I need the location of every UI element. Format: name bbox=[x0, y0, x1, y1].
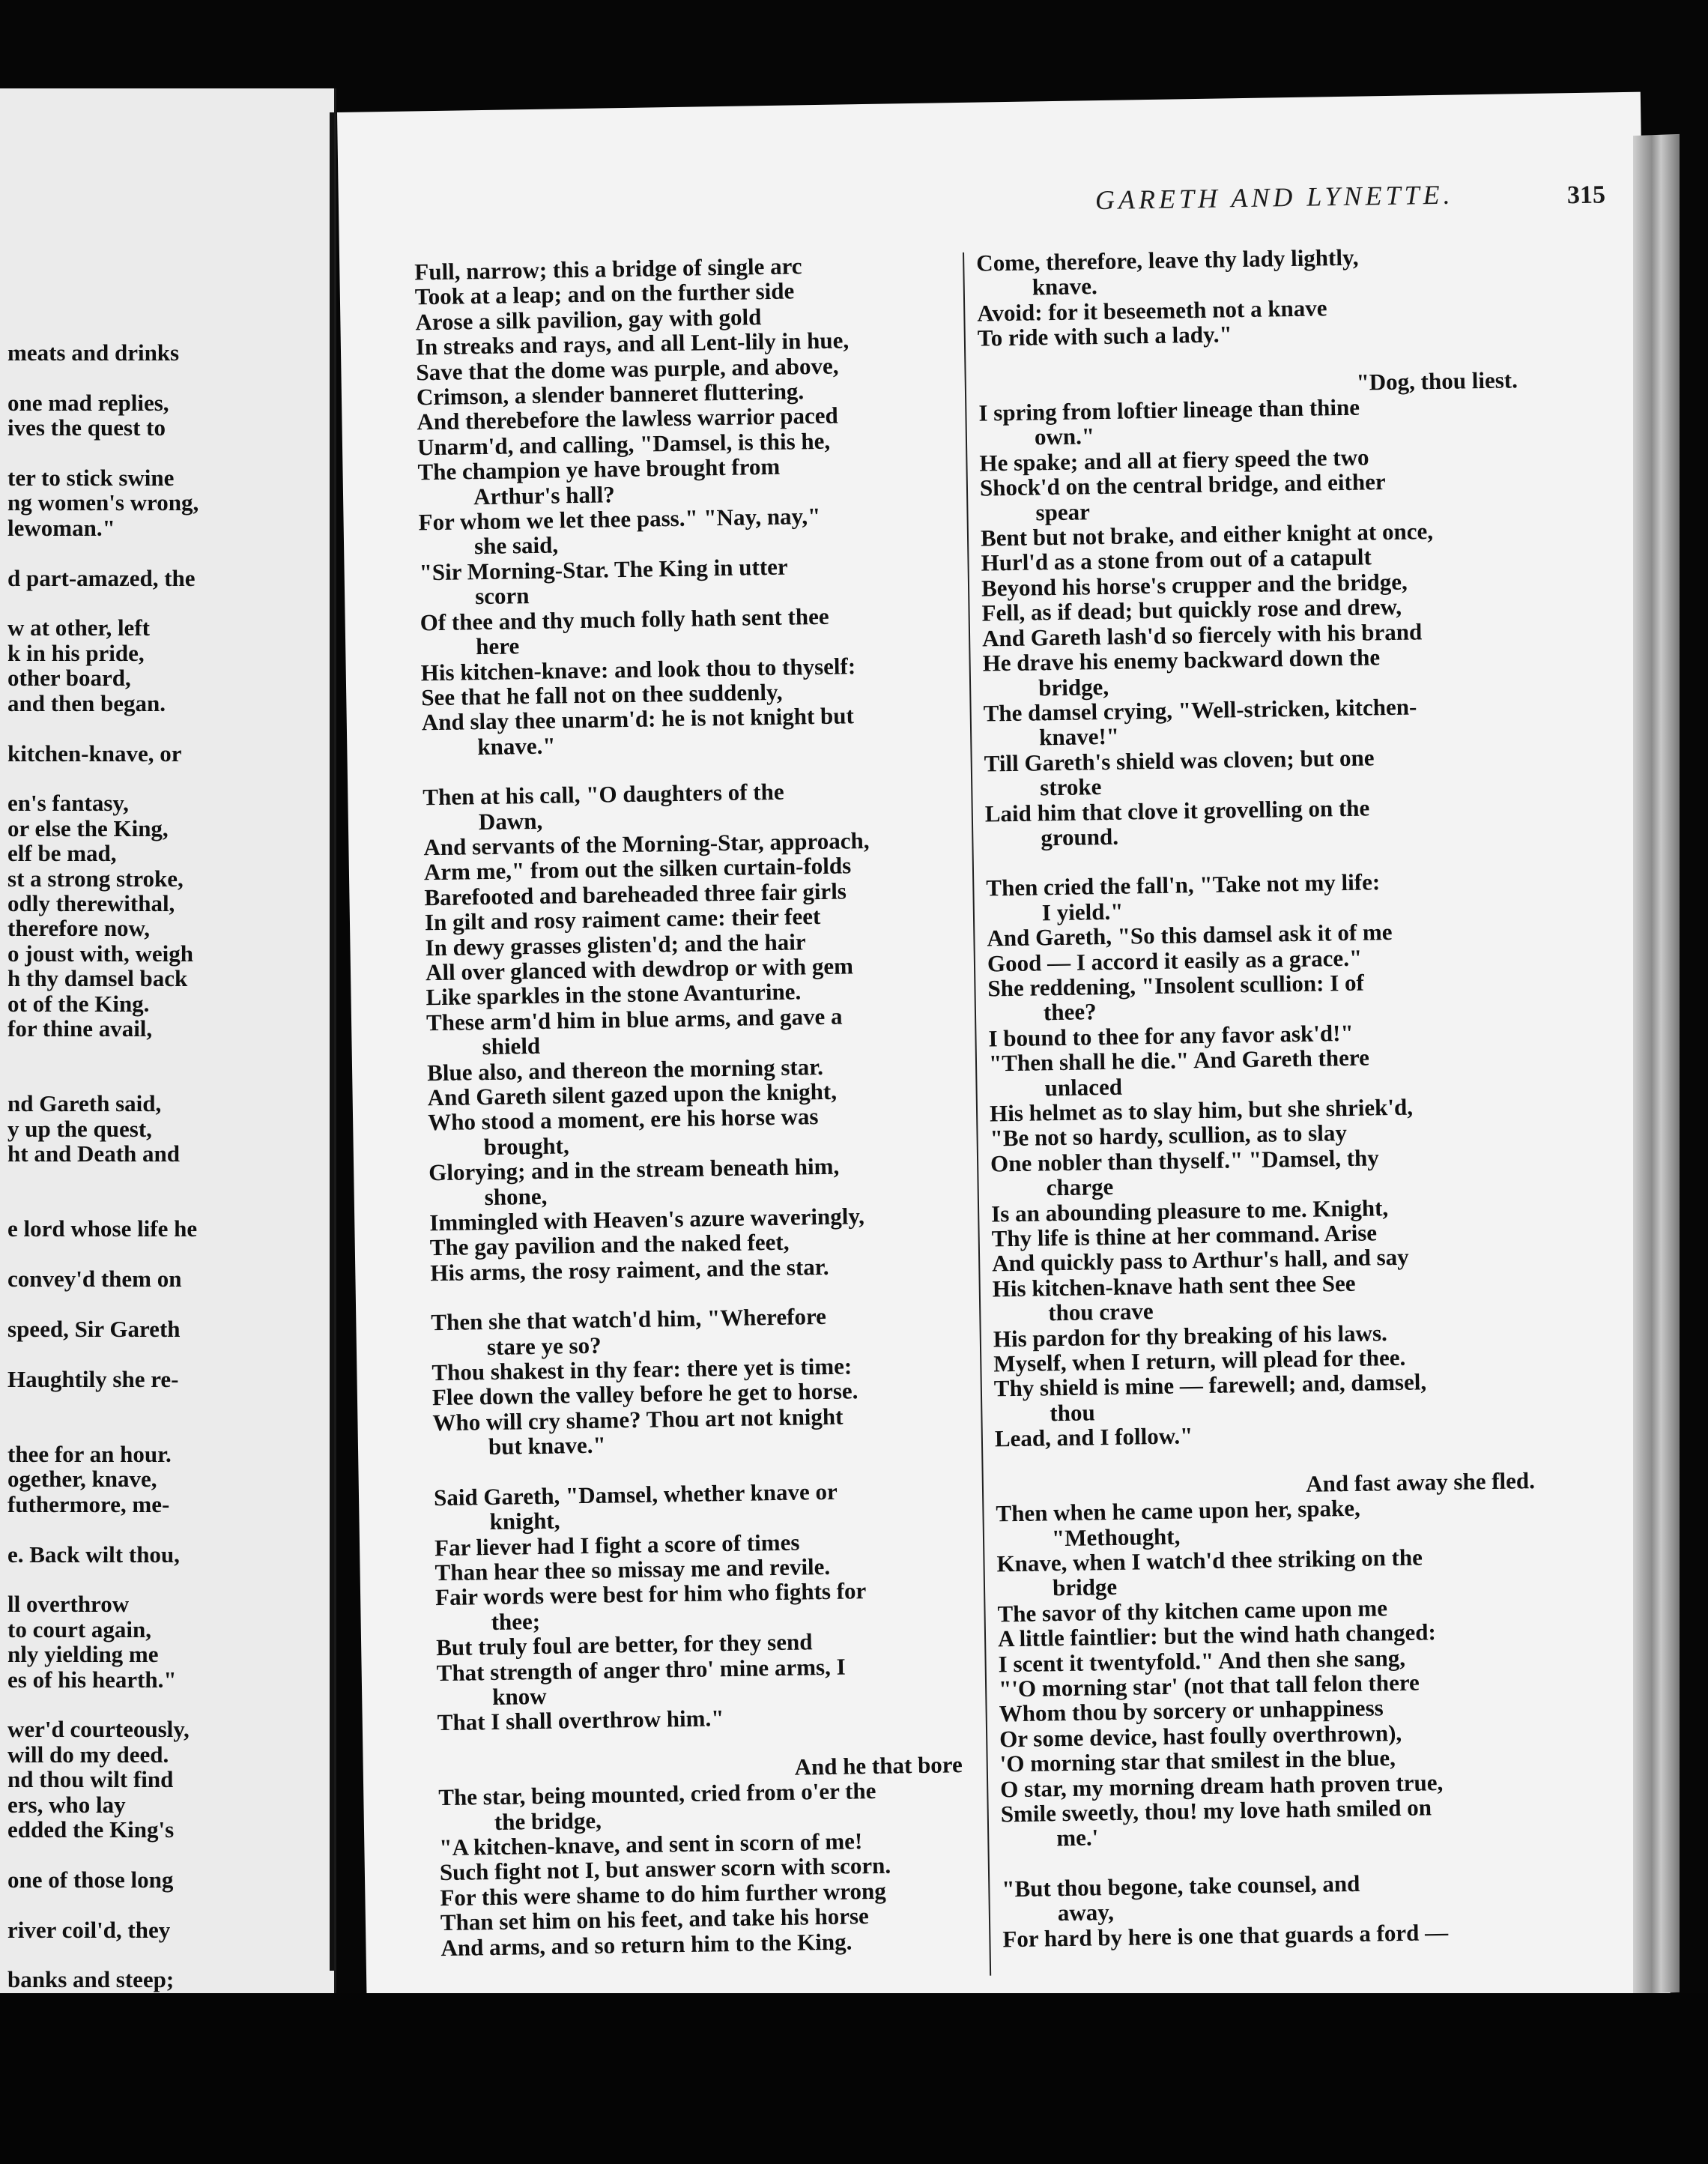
poem-line: I scent it twentyfold." And then she sang, bbox=[998, 1644, 1406, 1677]
fragment-line bbox=[7, 1291, 322, 1316]
fragment-line: odly therewithal, bbox=[7, 889, 175, 916]
fragment-line bbox=[7, 1166, 322, 1191]
poem-line: One nobler than thyself." "Damsel, thy bbox=[990, 1144, 1380, 1177]
poem-line: The star, being mounted, cried from o'er the bbox=[438, 1777, 876, 1811]
poem-line: Such fight not I, but answer scorn with scorn. bbox=[439, 1852, 891, 1886]
poem-line: The champion ye have brought from bbox=[417, 453, 781, 486]
poem-line: knave!" bbox=[1038, 723, 1120, 751]
fragment-line: one mad replies, bbox=[7, 389, 169, 416]
poem-line: The savor of thy kitchen came upon me bbox=[997, 1594, 1388, 1627]
poem-line: In dewy grasses glisten'd; and the hair bbox=[425, 928, 806, 961]
poem-line: Took at a leap; and on the further side bbox=[414, 277, 795, 310]
poem-line: That strength of anger thro' mine arms, I bbox=[436, 1653, 846, 1686]
page-number: 315 bbox=[1566, 181, 1606, 210]
poem-line: But truly foul are better, for they send bbox=[435, 1628, 813, 1661]
poem-line: His kitchen-knave hath sent thee See bbox=[992, 1269, 1356, 1302]
poem-line: Thou shakest in thy fear: there yet is time: bbox=[431, 1352, 853, 1386]
fragment-line: elf be mad, bbox=[7, 840, 117, 867]
poem-line: bridge bbox=[1052, 1574, 1118, 1601]
poem-line: Bent but not brake, and either knight at once, bbox=[980, 518, 1434, 551]
fragment-line bbox=[7, 1066, 322, 1091]
poem-line: know bbox=[491, 1682, 547, 1710]
poem-line: Who will cry shame? Thou art not knight bbox=[432, 1403, 844, 1436]
poem-line: Dawn, bbox=[478, 807, 543, 835]
poem-line: Far liever had I fight a score of times bbox=[434, 1529, 800, 1561]
poem-line: unlaced bbox=[1044, 1073, 1123, 1101]
poem-line: Immingled with Heaven's azure waveringly, bbox=[429, 1203, 865, 1236]
fragment-line: Haughtily she re- bbox=[7, 1365, 179, 1392]
poem-line: See that he fall not on thee suddenly, bbox=[421, 678, 783, 711]
fragment-line bbox=[7, 1191, 322, 1216]
poem-line: Beyond his horse's crupper and the bridge, bbox=[981, 568, 1408, 602]
poem-line: In gilt and rosy raiment came: their feet bbox=[424, 903, 821, 936]
fragment-line: edded the King's bbox=[7, 1816, 175, 1843]
poem-line: Smile sweetly, thou! my love hath smiled on bbox=[1000, 1794, 1432, 1828]
poem-line: And therebefore the lawless warrior paced bbox=[417, 402, 838, 435]
poem-line: here bbox=[475, 632, 520, 660]
poem-line: And slay thee unarm'd: he is not knight but bbox=[421, 702, 855, 736]
poem-line: spear bbox=[1035, 498, 1091, 526]
fragment-line: one of those long bbox=[7, 1866, 174, 1893]
poem-line: 'O morning star that smilest in the blue, bbox=[999, 1744, 1396, 1777]
fragment-line: e. Back wilt thou, bbox=[7, 1541, 180, 1568]
poem-line: In streaks and rays, and all Lent-lily in hue, bbox=[415, 327, 850, 360]
poem-line: Full, narrow; this a bridge of single arc bbox=[414, 253, 802, 285]
poem-line: Of thee and thy much folly hath sent thee bbox=[420, 602, 829, 636]
fragment-line: or else the King, bbox=[7, 814, 169, 841]
poem-line: shield bbox=[482, 1033, 541, 1060]
fragment-line: ives the quest to bbox=[7, 414, 166, 441]
poem-line: A little faintlier: but the wind hath changed: bbox=[997, 1619, 1437, 1652]
book-spine bbox=[330, 112, 334, 1971]
right-page bbox=[337, 92, 1671, 2031]
poem-line: And Gareth, "So this damsel ask it of me bbox=[987, 919, 1393, 952]
poem-line: Flee down the valley before he get to horse. bbox=[431, 1377, 858, 1411]
poem-line: And quickly pass to Arthur's hall, and say bbox=[991, 1244, 1409, 1277]
poem-line: Till Gareth's shield was cloven; but one bbox=[984, 744, 1375, 777]
fragment-line: e lord whose life he bbox=[7, 1215, 198, 1242]
poem-line: Myself, when I return, will plead for thee. bbox=[993, 1344, 1406, 1377]
poem-line: charge bbox=[1046, 1173, 1114, 1201]
poem-line: Barefooted and bareheaded three fair girls bbox=[424, 877, 847, 911]
poem-line: For whom we let thee pass." "Nay, nay," bbox=[418, 502, 821, 536]
fragment-line bbox=[7, 365, 322, 390]
fragment-line: en's fantasy, bbox=[7, 790, 129, 817]
poem-line: "Methought, bbox=[1051, 1523, 1181, 1551]
fragment-line: w at other, left bbox=[7, 614, 150, 641]
poem-line: Or some device, hast foully overthrown), bbox=[999, 1719, 1402, 1753]
fragment-line: ers, who lay bbox=[7, 1791, 126, 1818]
poem-line: Crimson, a slender banneret fluttering. bbox=[416, 378, 805, 411]
poem-line: Arthur's hall? bbox=[473, 480, 615, 510]
fragment-line: to court again, bbox=[7, 1616, 152, 1642]
poem-line: Is an abounding pleasure to me. Knight, bbox=[990, 1194, 1389, 1227]
poem-line: Who stood a moment, ere his horse was bbox=[427, 1103, 819, 1136]
fragment-line: lewoman." bbox=[7, 514, 115, 541]
fragment-line: for thine avail, bbox=[7, 1015, 153, 1042]
poem-line: Than hear thee so missay me and revile. bbox=[434, 1553, 831, 1586]
fragment-line: river coil'd, they bbox=[7, 1916, 171, 1943]
poem-line: bridge, bbox=[1038, 673, 1109, 701]
fragment-line: will do my deed. bbox=[7, 1741, 169, 1768]
poem-line: Knave, when I watch'd thee striking on the bbox=[996, 1544, 1423, 1577]
poem-line: stare ye so? bbox=[486, 1332, 602, 1360]
fragment-line: nd thou wilt find bbox=[7, 1766, 174, 1793]
poem-line: For this were shame to do him further wrong bbox=[440, 1877, 886, 1911]
fragment-line bbox=[7, 716, 322, 740]
scan-border bbox=[0, 1993, 1708, 2164]
running-head: GARETH AND LYNETTE. bbox=[1094, 179, 1454, 216]
fragment-line: thee for an hour. bbox=[7, 1440, 172, 1467]
poem-line: thee? bbox=[1043, 998, 1097, 1026]
fragment-line: speed, Sir Gareth bbox=[7, 1315, 181, 1342]
poem-line: she said, bbox=[473, 531, 559, 560]
poem-line: the bridge, bbox=[494, 1807, 602, 1835]
poem-line: Then at his call, "O daughters of the bbox=[423, 778, 784, 811]
poem-line: knave." bbox=[477, 732, 556, 760]
fragment-line: nd Gareth said, bbox=[7, 1090, 162, 1117]
poem-line: That I shall overthrow him." bbox=[437, 1705, 724, 1736]
poem-line: stroke bbox=[1039, 773, 1102, 801]
fragment-line bbox=[7, 1341, 322, 1366]
poem-line: His helmet as to slay him, but she shriek'd, bbox=[989, 1093, 1414, 1127]
poem-line: knave. bbox=[1032, 273, 1098, 300]
poem-line: brought, bbox=[483, 1132, 569, 1160]
poem-line: His arms, the rosy raiment, and the star. bbox=[430, 1253, 829, 1287]
poem-line: Arm me," from out the silken curtain-folds bbox=[423, 852, 852, 886]
fragment-line bbox=[7, 590, 322, 615]
fragment-line: nly yielding me bbox=[7, 1641, 159, 1668]
fragment-line bbox=[7, 1567, 322, 1592]
poem-line: I spring from loftier lineage than thine bbox=[978, 393, 1360, 426]
poem-line: but knave." bbox=[488, 1431, 607, 1460]
fragment-line: therefore now, bbox=[7, 915, 150, 942]
poem-line: Hurl'd as a stone from out of a catapult bbox=[981, 543, 1372, 577]
fragment-line: banks and steep; bbox=[7, 1966, 175, 1993]
fragment-line bbox=[7, 1416, 322, 1441]
poem-line: thou bbox=[1050, 1399, 1095, 1427]
poem-line: Laid him that clove it grovelling on the bbox=[984, 794, 1370, 827]
text-column-left bbox=[414, 251, 966, 1960]
poem-line: "A kitchen-knave, and sent in scorn of me! bbox=[439, 1828, 863, 1861]
text-column-right bbox=[976, 242, 1542, 1951]
poem-line: Then when he came upon her, spake, bbox=[996, 1494, 1361, 1527]
poem-line: These arm'd him in blue arms, and gave a bbox=[426, 1003, 843, 1036]
fragment-line bbox=[7, 1517, 322, 1541]
poem-line: "'O morning star' (not that tall felon there bbox=[998, 1669, 1420, 1702]
left-page-text-fragment bbox=[7, 340, 322, 1992]
poem-line: away, bbox=[1057, 1899, 1115, 1926]
poem-line: All over glanced with dewdrop or with gem bbox=[425, 952, 854, 986]
fragment-line bbox=[7, 1892, 322, 1917]
poem-line: I yield." bbox=[1041, 898, 1124, 926]
poem-line: His kitchen-knave: and look thou to thyself: bbox=[420, 652, 856, 686]
poem-line: "But thou begone, take counsel, and bbox=[1002, 1870, 1360, 1902]
fragment-line: and then began. bbox=[7, 689, 166, 716]
poem-line: Blue also, and thereon the morning star. bbox=[426, 1053, 824, 1086]
fragment-line: st a strong stroke, bbox=[7, 865, 184, 892]
poem-line: And Gareth lash'd so fiercely with his brand bbox=[981, 618, 1423, 652]
fragment-line: meats and drinks bbox=[7, 339, 180, 366]
poem-line: He spake; and all at fiery speed the two bbox=[979, 444, 1369, 477]
fragment-line bbox=[7, 1242, 322, 1266]
poem-line: knight, bbox=[489, 1507, 560, 1535]
fragment-line bbox=[7, 441, 322, 465]
poem-line: ground. bbox=[1041, 823, 1119, 851]
poem-line: Than set him on his feet, and take his horse bbox=[440, 1902, 870, 1936]
fragment-line: ot of the King. bbox=[7, 990, 150, 1017]
fragment-line bbox=[7, 1942, 322, 1967]
fragment-line: k in his pride, bbox=[7, 639, 145, 666]
poem-line: Whom thou by sorcery or unhappiness bbox=[999, 1694, 1384, 1727]
poem-line: Fell, as if dead; but quickly rose and drew, bbox=[981, 593, 1402, 626]
fragment-line: wer'd courteously, bbox=[7, 1716, 190, 1743]
fragment-line: convey'd them on bbox=[7, 1266, 182, 1293]
fragment-line: h thy damsel back bbox=[7, 965, 188, 992]
poem-line: "Sir Morning-Star. The King in utter bbox=[419, 553, 788, 586]
fragment-line: ng women's wrong, bbox=[7, 489, 199, 516]
fragment-line bbox=[7, 1692, 322, 1717]
poem-line: Then cried the fall'n, "Take not my life: bbox=[986, 868, 1381, 901]
fragment-line bbox=[7, 1391, 322, 1416]
poem-line: Shock'd on the central bridge, and either bbox=[979, 468, 1386, 501]
poem-line: And Gareth silent gazed upon the knight, bbox=[427, 1078, 838, 1111]
poem-line: And fast away she fled. bbox=[1305, 1466, 1536, 1497]
poem-line: Unarm'd, and calling, "Damsel, is this he, bbox=[417, 427, 831, 461]
poem-line: Arose a silk pavilion, gay with gold bbox=[415, 303, 762, 336]
poem-line: Good — I accord it easily as a grace." bbox=[987, 944, 1363, 977]
poem-line: Like sparkles in the stone Avanturine. bbox=[426, 978, 802, 1011]
poem-line: The damsel crying, "Well-stricken, kitchen- bbox=[983, 693, 1417, 727]
poem-line: His pardon for thy breaking of his laws. bbox=[993, 1319, 1387, 1352]
fragment-line: futhermore, me- bbox=[7, 1490, 170, 1517]
poem-line: "Dog, thou liest. bbox=[1356, 366, 1518, 396]
poem-line: Fair words were best for him who fights for bbox=[434, 1577, 867, 1611]
fragment-line bbox=[7, 766, 322, 791]
fragment-line: kitchen-knave, or bbox=[7, 740, 182, 767]
poem-line: me.' bbox=[1056, 1824, 1099, 1852]
poem-line: "Then shall he die." And Gareth there bbox=[988, 1044, 1370, 1077]
poem-line: I bound to thee for any favor ask'd!" bbox=[988, 1019, 1354, 1052]
fragment-line: es of his hearth." bbox=[7, 1666, 177, 1693]
poem-line: Said Gareth, "Damsel, whether knave or bbox=[433, 1478, 838, 1511]
fragment-line: ogether, knave, bbox=[7, 1466, 157, 1493]
poem-line: Glorying; and in the stream beneath him, bbox=[428, 1152, 840, 1186]
poem-line: Lead, and I follow." bbox=[994, 1422, 1193, 1452]
fragment-line bbox=[7, 1041, 322, 1066]
fragment-line bbox=[7, 1842, 322, 1867]
fragment-line bbox=[7, 540, 322, 565]
poem-line: shone, bbox=[484, 1182, 548, 1210]
poem-line: O star, my morning dream hath proven true, bbox=[999, 1768, 1444, 1802]
poem-line: "Be not so hardy, scullion, as to slay bbox=[990, 1119, 1348, 1152]
poem-line: And he that bore bbox=[794, 1750, 963, 1780]
poem-line: The gay pavilion and the naked feet, bbox=[429, 1229, 790, 1261]
fragment-line: ter to stick swine bbox=[7, 465, 175, 492]
poem-line: He drave his enemy backward down the bbox=[982, 644, 1381, 677]
fragment-line: o joust with, weigh bbox=[7, 940, 194, 967]
poem-line: Come, therefore, leave thy lady lightly, bbox=[975, 244, 1359, 276]
left-page bbox=[0, 88, 336, 1999]
poem-line: scorn bbox=[474, 582, 530, 610]
poem-line: And arms, and so return him to the King. bbox=[440, 1928, 853, 1961]
poem-line: Thy life is thine at her command. Arise bbox=[991, 1219, 1378, 1252]
poem-line: Thy shield is mine — farewell; and, damsel, bbox=[993, 1368, 1427, 1402]
fragment-line: d part-amazed, the bbox=[7, 564, 196, 591]
poem-line: Then she that watch'd him, "Wherefore bbox=[431, 1303, 827, 1336]
page-edges bbox=[1633, 134, 1680, 1994]
poem-line: thou crave bbox=[1048, 1298, 1154, 1326]
fragment-line: other board, bbox=[7, 665, 131, 692]
poem-line: For hard by here is one that guards a ford — bbox=[1002, 1918, 1449, 1952]
fragment-line: ht and Death and bbox=[7, 1140, 180, 1167]
poem-line: thee; bbox=[491, 1607, 541, 1635]
poem-line: Avoid: for it beseemeth not a knave bbox=[977, 294, 1327, 327]
poem-line: And servants of the Morning-Star, approach, bbox=[423, 826, 870, 861]
poem-line: own." bbox=[1034, 423, 1095, 450]
poem-line: To ride with such a lady." bbox=[977, 321, 1233, 351]
fragment-line: y up the quest, bbox=[7, 1115, 152, 1142]
poem-line: Save that the dome was purple, and above, bbox=[416, 352, 839, 386]
fragment-line: ll overthrow bbox=[7, 1591, 130, 1618]
poem-line: She reddening, "Insolent scullion: I of bbox=[987, 969, 1365, 1002]
